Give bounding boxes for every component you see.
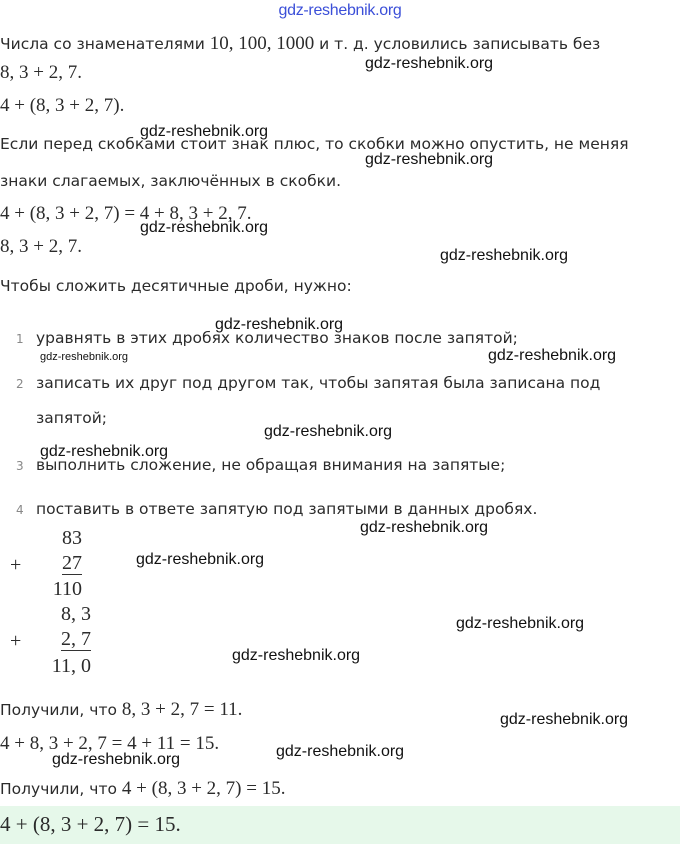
sum: 110 xyxy=(52,578,82,600)
step-number: 2 xyxy=(16,377,24,391)
text: Числа со знаменателями xyxy=(0,35,205,53)
paragraph: Чтобы сложить десятичные дроби, нужно: xyxy=(0,277,352,295)
step-number: 1 xyxy=(16,332,24,346)
step-text: поставить в ответе запятую под запятыми в данных дробях. xyxy=(36,500,538,518)
plus-sign: + xyxy=(10,630,22,652)
watermark: gdz-reshebnik.org xyxy=(360,519,489,536)
addend: 83 xyxy=(62,527,82,549)
step-text: выполнить сложение, не обращая внимания на запятые; xyxy=(36,456,506,474)
watermark: gdz-reshebnik.org xyxy=(52,751,181,768)
watermark: gdz-reshebnik.org xyxy=(264,423,393,440)
sum: 11, 0 xyxy=(51,655,91,677)
math-line: 4 + (8, 3 + 2, 7). xyxy=(0,95,125,116)
math-line: 8, 3 + 2, 7. xyxy=(0,62,82,83)
step-text: записать их друг под другом так, чтобы запятая была записана под xyxy=(36,374,601,392)
text: Получили, что xyxy=(0,780,117,798)
step-number: 3 xyxy=(16,459,24,473)
paragraph: Если перед скобками стоит знак плюс, то скобки можно опустить, не меняя xyxy=(0,135,629,153)
text: Получили, что xyxy=(0,701,117,719)
paragraph-intro xyxy=(0,34,600,54)
watermark: gdz-reshebnik.org xyxy=(232,647,361,664)
watermark: gdz-reshebnik.org xyxy=(40,351,129,363)
math-line: 4 + (8, 3 + 2, 7) = 4 + 8, 3 + 2, 7. xyxy=(0,203,252,224)
answer-highlight xyxy=(0,806,680,844)
watermark: gdz-reshebnik.org xyxy=(140,123,269,140)
watermark: gdz-reshebnik.org xyxy=(136,551,265,568)
watermark: gdz-reshebnik.org xyxy=(215,316,344,333)
math: 10, 100, 1000 xyxy=(209,33,315,54)
text: и т. д. условились записывать без xyxy=(319,35,601,53)
addend: 27 xyxy=(62,552,82,574)
watermark: gdz-reshebnik.org xyxy=(500,711,629,728)
header-watermark: gdz-reshebnik.org xyxy=(278,2,402,19)
math: 8, 3 + 2, 7 = 11. xyxy=(121,699,243,720)
watermark: gdz-reshebnik.org xyxy=(488,347,617,364)
step-text: запятой; xyxy=(36,409,108,427)
watermark: gdz-reshebnik.org xyxy=(365,151,494,168)
watermark: gdz-reshebnik.org xyxy=(140,219,269,236)
watermark: gdz-reshebnik.org xyxy=(40,443,169,460)
answer: 4 + (8, 3 + 2, 7) = 15. xyxy=(0,812,181,836)
watermark: gdz-reshebnik.org xyxy=(365,55,494,72)
addend: 2, 7 xyxy=(61,628,91,650)
math: 4 + (8, 3 + 2, 7) = 15. xyxy=(121,778,286,799)
step-number: 4 xyxy=(16,503,24,517)
result-line xyxy=(0,779,285,799)
math-line: 4 + 8, 3 + 2, 7 = 4 + 11 = 15. xyxy=(0,733,220,754)
step-text: уравнять в этих дробях количество знаков после запятой; xyxy=(36,329,518,347)
paragraph: знаки слагаемых, заключённых в скобки. xyxy=(0,172,342,190)
addend: 8, 3 xyxy=(61,603,91,625)
result-line xyxy=(0,700,242,720)
watermark: gdz-reshebnik.org xyxy=(456,615,585,632)
plus-sign: + xyxy=(10,554,22,576)
watermark: gdz-reshebnik.org xyxy=(440,247,569,264)
watermark: gdz-reshebnik.org xyxy=(276,743,405,760)
math-line: 8, 3 + 2, 7. xyxy=(0,236,82,257)
